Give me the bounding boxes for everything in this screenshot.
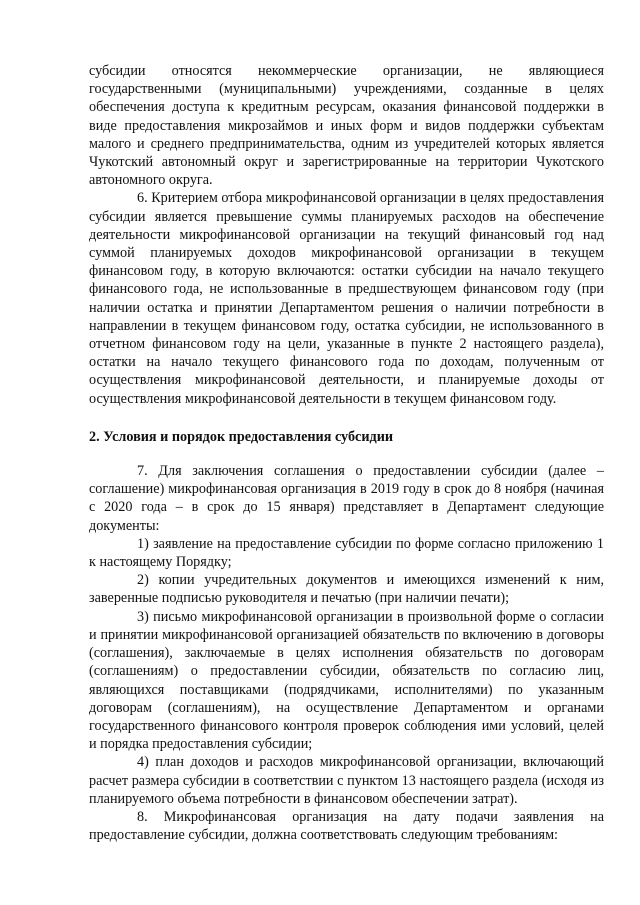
paragraph-continuation: субсидии относятся некоммерческие организации, не являющиеся государственными (муниципальными) учреждениями, созданные в целях обеспечения доступа к кредитным ресурсам, оказания финансовой поддержки в виде предоставления микрозаймов и иных форм и видов поддержки субъектам малого и среднего предпринимательства, одним из учредителей которых является Чукотский автономный округ и зарегистрированные на территории Чукотского автономного округа. <box>89 63 604 189</box>
list-item-1: 1) заявление на предоставление субсидии по форме согласно приложению 1 к настоящему Порядку; <box>89 535 604 571</box>
list-item-4: 4) план доходов и расходов микрофинансовой организации, включающий расчет размера субсидии в соответствии с пунктом 13 настоящего раздела (исходя из планируемого объема потребности в финансовом обеспечении затрат). <box>89 754 604 807</box>
section-heading: 2. Условия и порядок предоставления субсидии <box>89 428 394 445</box>
list-item-3: 3) письмо микрофинансовой организации в произвольной форме о согласии и принятии микрофинансовой организацией обязательств по включению в договоры (соглашения), заключаемые в целях исполнения обязательств по договорам (соглашениям) о предоставлении субсидии, обязательств по согласию лиц, являющихся поставщиками (подрядчиками, исполнителями) по указанным договорам (соглашениям), на осуществление Департаментом и органами государственного финансового контроля проверок соблюдения ими условий, целей и порядка предоставления субсидии; <box>89 608 604 753</box>
paragraph-item-7: 7. Для заключения соглашения о предоставлении субсидии (далее – соглашение) микрофинансовая организация в 2019 году в срок до 8 ноября (начиная с 2020 года – в срок до 15 января) представляет в Департамент следующие документы: <box>89 463 604 534</box>
paragraph-item-8: 8. Микрофинансовая организация на дату подачи заявления на предоставление субсидии, должна соответствовать следующим требованиям: <box>89 808 604 844</box>
list-item-2: 2) копии учредительных документов и имеющихся изменений к ним, заверенные подписью руководителя и печатью (при наличии печати); <box>89 572 604 607</box>
paragraph-item-6: 6. Критерием отбора микрофинансовой организации в целях предоставления субсидии является превышение суммы планируемых расходов на обеспечение деятельности микрофинансовой организации на текущий финансовый год над суммой планируемых доходов микрофинансовой организации в текущем финансовом году, в которую включаются: остатки субсидии на начало текущего финансового года, не использованные в предшествующем финансовом году (при наличии остатка и принятии Департаментом решения о наличии потребности в направлении в текущем финансовом году, остатка субсидии, не использованного в отчетном финансовом году на цели, указанные в пункте 2 настоящего раздела), остатки на начало текущего финансового года по доходам, полученным от осуществления микрофинансовой деятельности, и планируемые доходы от осуществления микрофинансовой деятельности в текущем финансовом году. <box>89 190 604 407</box>
